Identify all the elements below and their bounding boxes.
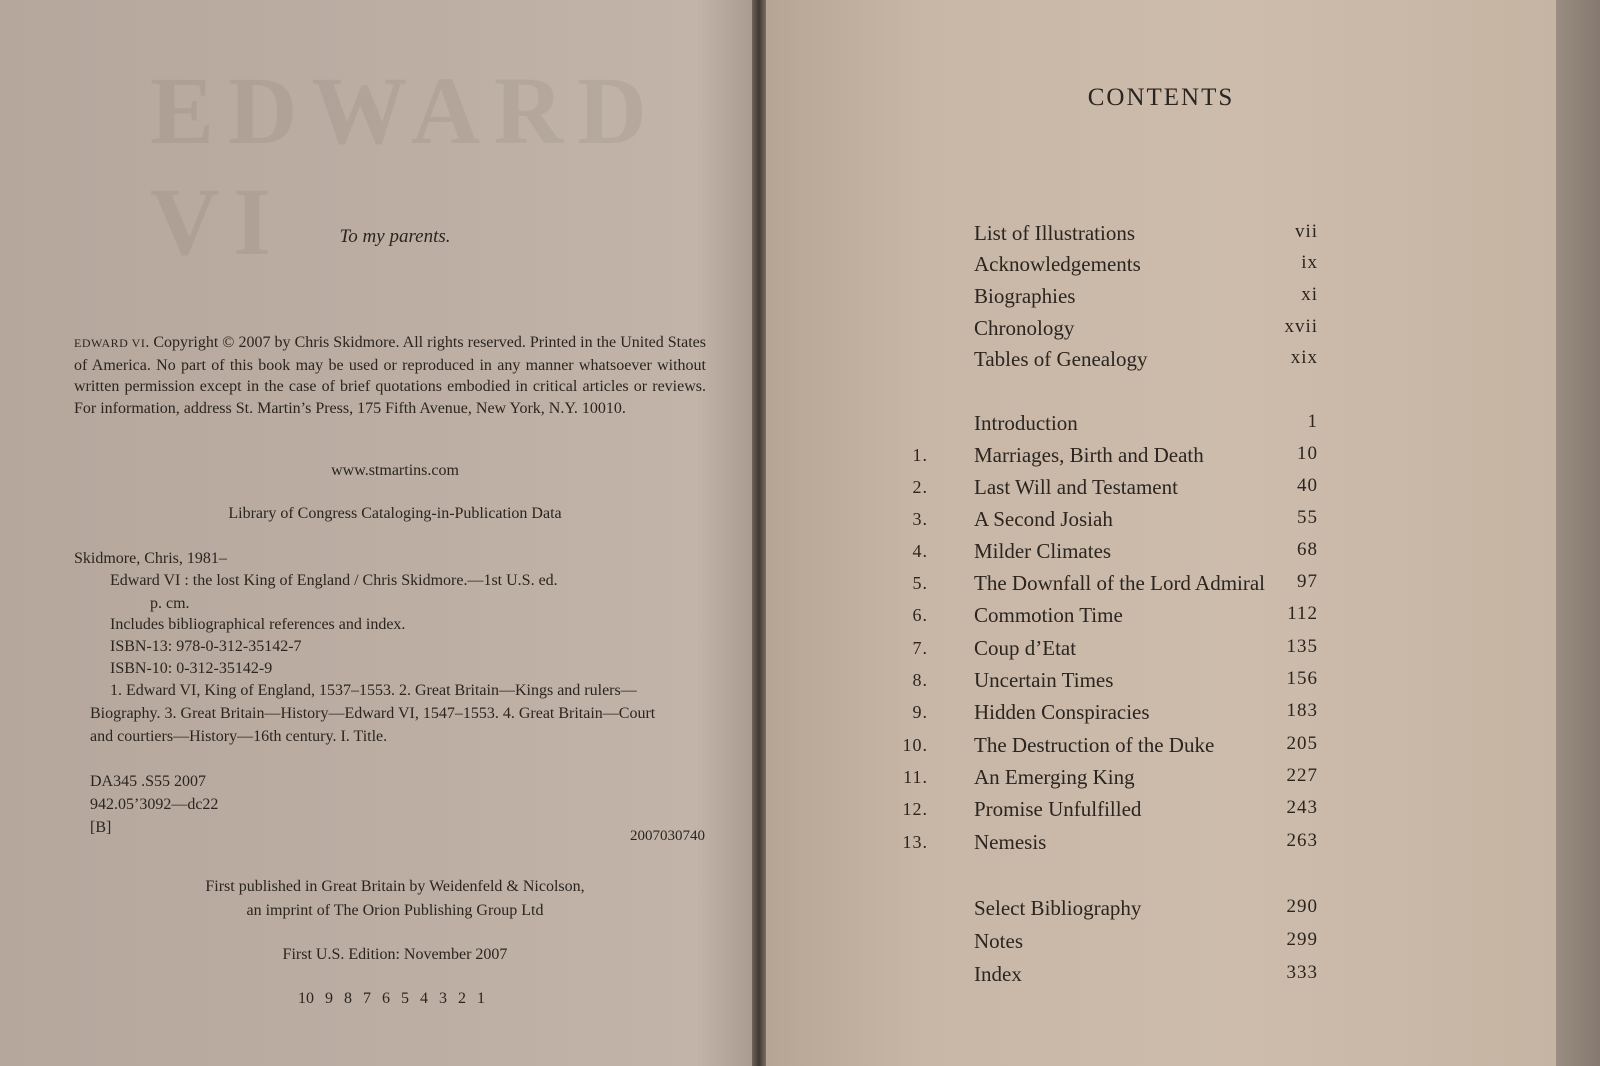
cip-line: 1. Edward VI, King of England, 1537–1553. 2. Great Britain—Kings and rulers—	[110, 682, 637, 699]
toc-page-number: 10	[1297, 443, 1318, 464]
toc-page-number: 299	[1286, 929, 1318, 950]
toc-page-number: 205	[1286, 733, 1318, 754]
toc-page-number: 333	[1286, 962, 1318, 983]
toc-entry	[766, 603, 1556, 631]
toc-label: Chronology	[974, 316, 1075, 340]
toc-entry	[766, 797, 1556, 825]
toc-entry	[766, 830, 1556, 858]
toc-page-number: 1	[1307, 411, 1318, 432]
toc-entry	[766, 765, 1556, 793]
chapter-number: 13.	[902, 832, 928, 852]
toc-page-number: xix	[1290, 347, 1318, 368]
contents-title: CONTENTS	[1087, 84, 1235, 111]
publisher-line: an imprint of The Orion Publishing Group Ltd	[246, 902, 544, 919]
toc-entry	[766, 284, 1556, 312]
cip-line: ISBN-10: 0-312-35142-9	[110, 660, 273, 677]
toc-entry	[766, 411, 1556, 439]
copyright-notice	[74, 332, 706, 419]
toc-entry	[766, 539, 1556, 567]
page-edges	[1556, 0, 1600, 1066]
chapter-number: 5.	[912, 573, 928, 593]
toc-entry	[766, 221, 1556, 249]
toc-page-number: 112	[1287, 603, 1318, 624]
toc-entry	[766, 571, 1556, 599]
edition-line: First U.S. Edition: November 2007	[282, 946, 508, 963]
chapter-number: 8.	[912, 670, 928, 690]
toc-page-number: 290	[1286, 896, 1318, 917]
toc-page-number: 243	[1286, 797, 1318, 818]
toc-label: Select Bibliography	[974, 896, 1142, 920]
cip-line: p. cm.	[150, 595, 190, 612]
chapter-number: 7.	[912, 638, 928, 658]
publisher-website: www.stmartins.com	[331, 462, 459, 479]
toc-label: Acknowledgements	[974, 252, 1141, 276]
cip-line: DA345 .S55 2007	[90, 773, 207, 790]
toc-page-number: 183	[1286, 700, 1318, 721]
toc-entry	[766, 668, 1556, 696]
toc-page-number: 55	[1297, 507, 1318, 528]
cip-heading: Library of Congress Cataloging-in-Publication Data	[228, 505, 562, 522]
chapter-number: 2.	[912, 477, 928, 497]
toc-page-number: 135	[1286, 636, 1318, 657]
toc-label: Hidden Conspiracies	[974, 700, 1150, 724]
toc-label: Uncertain Times	[974, 668, 1114, 692]
toc-page-number: 68	[1297, 539, 1318, 560]
copyright-page	[0, 0, 756, 1066]
publisher-line: First published in Great Britain by Weidenfeld & Nicolson,	[205, 878, 585, 895]
contents-page	[766, 0, 1556, 1066]
toc-page-number: ix	[1301, 252, 1318, 273]
toc-entry	[766, 962, 1556, 990]
chapter-number: 3.	[912, 509, 928, 529]
toc-entry	[766, 929, 1556, 957]
lccn: 2007030740	[630, 828, 705, 844]
chapter-number: 9.	[912, 702, 928, 722]
toc-page-number: 227	[1286, 765, 1318, 786]
book-gutter	[752, 0, 766, 1066]
copyright-book-title: EDWARD VI	[74, 336, 146, 350]
toc-label: Tables of Genealogy	[974, 347, 1148, 371]
toc-label: Milder Climates	[974, 539, 1112, 563]
chapter-number: 4.	[912, 541, 928, 561]
toc-entry	[766, 316, 1556, 344]
toc-label: Index	[974, 962, 1022, 986]
toc-entry	[766, 443, 1556, 471]
toc-page-number: xi	[1301, 284, 1318, 305]
toc-label: Commotion Time	[974, 603, 1123, 627]
toc-entry	[766, 700, 1556, 728]
printing-line: 10 9 8 7 6 5 4 3 2 1	[298, 990, 485, 1007]
toc-page-number: xvii	[1284, 316, 1318, 337]
toc-label: Promise Unfulfilled	[974, 797, 1142, 821]
toc-label: List of Illustrations	[974, 221, 1135, 245]
toc-label: The Downfall of the Lord Admiral	[974, 571, 1266, 595]
toc-entry	[766, 475, 1556, 503]
toc-page-number: 156	[1286, 668, 1318, 689]
cip-line: 942.05’3092—dc22	[90, 796, 219, 813]
chapter-number: 6.	[912, 605, 928, 625]
cip-line: Biography. 3. Great Britain—History—Edward VI, 1547–1553. 4. Great Britain—Court	[90, 705, 656, 722]
cip-line: and courtiers—History—16th century. I. Title.	[90, 728, 388, 745]
chapter-number: 12.	[902, 799, 928, 819]
toc-page-number: 40	[1297, 475, 1318, 496]
toc-page-number: 263	[1286, 830, 1318, 851]
chapter-number: 11.	[903, 767, 928, 787]
toc-label: Coup d’Etat	[974, 636, 1077, 660]
toc-label: Introduction	[974, 411, 1078, 435]
toc-entry	[766, 252, 1556, 280]
toc-entry	[766, 636, 1556, 664]
toc-entry	[766, 896, 1556, 924]
toc-label: Last Will and Testament	[974, 475, 1178, 499]
dedication: To my parents.	[339, 226, 451, 247]
toc-label: The Destruction of the Duke	[974, 733, 1215, 757]
chapter-number: 10.	[902, 735, 928, 755]
cip-line: Includes bibliographical references and index.	[110, 616, 406, 633]
toc-entry	[766, 733, 1556, 761]
cip-line: ISBN-13: 978-0-312-35142-7	[110, 638, 302, 655]
toc-label: Notes	[974, 929, 1023, 953]
toc-label: A Second Josiah	[974, 507, 1113, 531]
cip-line: Skidmore, Chris, 1981–	[74, 550, 227, 567]
cip-line: [B]	[90, 819, 112, 836]
chapter-number: 1.	[912, 445, 928, 465]
toc-entry	[766, 347, 1556, 375]
copyright-text: . Copyright © 2007 by Chris Skidmore. All rights reserved. Printed in the United States of America. No part of this book may be used or reproduced in any manner whatsoever without written permission except in the case of brief quotations embodied in critical articles or reviews. For information, address St. Martin’s Press, 175 Fifth Avenue, New York, N.Y. 10010.	[74, 334, 707, 417]
toc-entry	[766, 507, 1556, 535]
toc-label: Nemesis	[974, 830, 1047, 854]
toc-page-number: 97	[1297, 571, 1318, 592]
toc-page-number: vii	[1294, 221, 1318, 242]
toc-label: Marriages, Birth and Death	[974, 443, 1204, 467]
toc-label: Biographies	[974, 284, 1076, 308]
cip-line: Edward VI : the lost King of England / Chris Skidmore.—1st U.S. ed.	[110, 572, 558, 589]
toc-label: An Emerging King	[974, 765, 1135, 789]
show-through-text: EDWARD VI	[150, 57, 661, 275]
